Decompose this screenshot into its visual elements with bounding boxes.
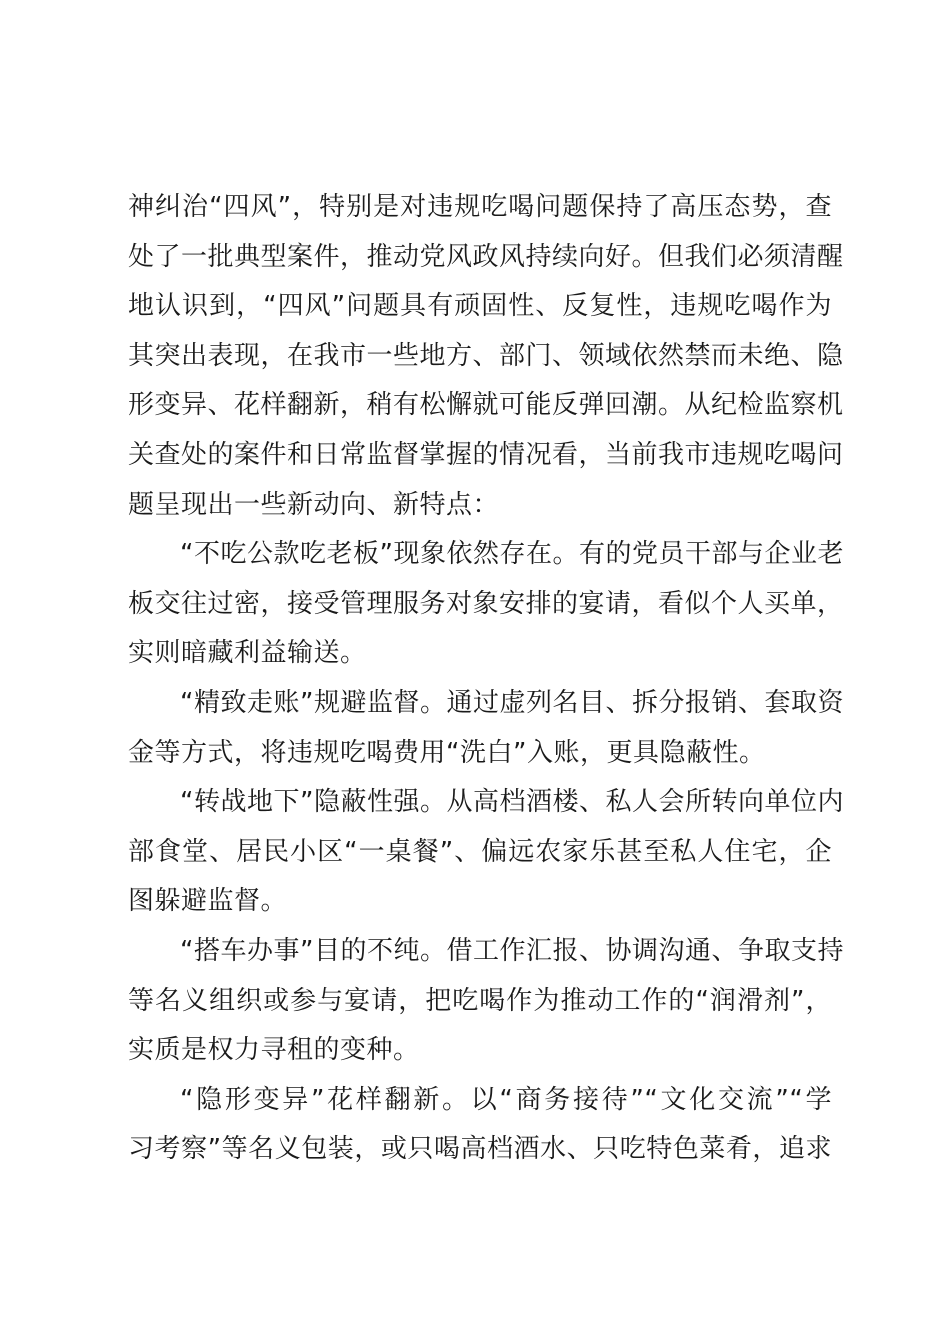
paragraph-2 (128, 530, 844, 679)
text-line: 关查处的案件和日常监督掌握的情况看，当前我市违规吃喝问 (128, 439, 844, 470)
text-line: 等名义组织或参与宴请，把吃喝作为推动工作的“润滑剂”， (128, 985, 832, 1016)
document-body (128, 183, 844, 1175)
text-line: “搭车办事”目的不纯。借工作汇报、协调沟通、争取支持 (180, 935, 844, 966)
text-line: “隐形变异”花样翻新。以“商务接待”“文化交流”“学 (180, 1084, 832, 1115)
text-line: 部食堂、居民小区“一桌餐”、偏远农家乐甚至私人住宅，企 (128, 836, 832, 867)
text-line: 形变异、花样翻新，稍有松懈就可能反弹回潮。从纪检监察机 (128, 390, 844, 421)
text-line: 习考察”等名义包装，或只喝高档酒水、只吃特色菜肴，追求 (128, 1134, 832, 1165)
paragraph-6 (128, 1076, 832, 1175)
paragraph-4 (128, 778, 844, 927)
text-line: 其突出表现，在我市一些地方、部门、领域依然禁而未绝、隐 (128, 340, 844, 371)
text-line: 图躲避监督。 (128, 886, 288, 917)
paragraph-1 (128, 183, 844, 530)
text-line: 处了一批典型案件，推动党风政风持续向好。但我们必须清醒 (128, 241, 844, 272)
text-line: 板交往过密，接受管理服务对象安排的宴请，看似个人买单， (128, 588, 844, 619)
text-line: 实质是权力寻租的变种。 (128, 1035, 420, 1066)
text-line: “精致走账”规避监督。通过虚列名目、拆分报销、套取资 (180, 687, 844, 718)
text-line: “转战地下”隐蔽性强。从高档酒楼、私人会所转向单位内 (180, 787, 844, 818)
text-line: 题呈现出一些新动向、新特点： (128, 489, 500, 520)
text-line: 实则暗藏利益输送。 (128, 638, 367, 669)
text-line: 神纠治“四风”，特别是对违规吃喝问题保持了高压态势，查 (128, 192, 832, 222)
paragraph-5 (128, 927, 844, 1076)
text-line: 地认识到，“四风”问题具有顽固性、反复性，违规吃喝作为 (128, 291, 832, 322)
text-line: “不吃公款吃老板”现象依然存在。有的党员干部与企业老 (180, 539, 844, 570)
paragraph-3 (128, 679, 844, 778)
text-line: 金等方式，将违规吃喝费用“洗白”入账，更具隐蔽性。 (128, 737, 766, 768)
